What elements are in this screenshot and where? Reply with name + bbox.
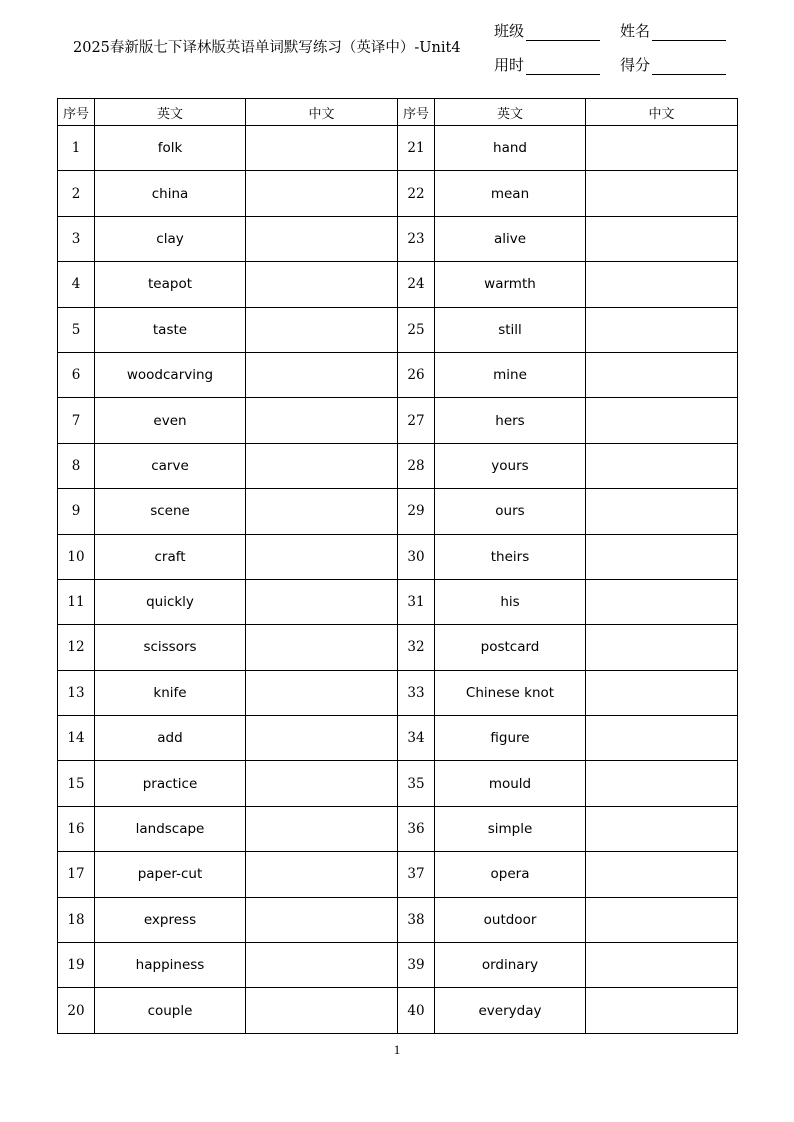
english-word-cell: theirs (435, 534, 586, 579)
table-row (58, 806, 738, 851)
english-word-cell: opera (435, 852, 586, 897)
english-word-cell: everyday (435, 988, 586, 1033)
number-cell: 13 (58, 670, 95, 715)
english-word-cell: yours (435, 443, 586, 488)
number-cell: 33 (398, 670, 435, 715)
number-cell: 1 (58, 126, 95, 171)
number-cell: 29 (398, 489, 435, 534)
number-cell: 4 (58, 262, 95, 307)
number-cell: 9 (58, 489, 95, 534)
chinese-answer-cell[interactable] (586, 761, 738, 806)
chinese-answer-cell[interactable] (246, 489, 398, 534)
table-row (58, 670, 738, 715)
chinese-answer-cell[interactable] (246, 171, 398, 216)
chinese-answer-cell[interactable] (586, 852, 738, 897)
chinese-answer-cell[interactable] (246, 761, 398, 806)
english-word-cell: folk (95, 126, 246, 171)
chinese-answer-cell[interactable] (586, 943, 738, 988)
time-blank[interactable] (526, 60, 600, 75)
english-word-cell: knife (95, 670, 246, 715)
english-word-cell: ours (435, 489, 586, 534)
chinese-answer-cell[interactable] (586, 897, 738, 942)
class-label: 班级 (494, 22, 525, 40)
english-word-cell: ordinary (435, 943, 586, 988)
chinese-answer-cell[interactable] (586, 216, 738, 261)
chinese-answer-cell[interactable] (246, 443, 398, 488)
chinese-answer-cell[interactable] (586, 534, 738, 579)
table-row (58, 216, 738, 261)
english-word-cell: china (95, 171, 246, 216)
chinese-answer-cell[interactable] (586, 988, 738, 1033)
number-cell: 5 (58, 307, 95, 352)
number-cell: 27 (398, 398, 435, 443)
english-word-cell: carve (95, 443, 246, 488)
english-word-cell: woodcarving (95, 352, 246, 397)
chinese-answer-cell[interactable] (586, 171, 738, 216)
header-english-left: 英文 (95, 99, 246, 126)
header-number-right: 序号 (398, 99, 435, 126)
english-word-cell: his (435, 579, 586, 624)
number-cell: 22 (398, 171, 435, 216)
english-word-cell: still (435, 307, 586, 352)
number-cell: 32 (398, 625, 435, 670)
english-word-cell: outdoor (435, 897, 586, 942)
table-row (58, 988, 738, 1033)
time-field[interactable] (494, 54, 600, 75)
english-word-cell: practice (95, 761, 246, 806)
english-word-cell: taste (95, 307, 246, 352)
table-row (58, 716, 738, 761)
name-label: 姓名 (620, 22, 651, 40)
number-cell: 40 (398, 988, 435, 1033)
table-row (58, 761, 738, 806)
chinese-answer-cell[interactable] (246, 670, 398, 715)
table-row (58, 897, 738, 942)
header-chinese-left: 中文 (246, 99, 398, 126)
number-cell: 8 (58, 443, 95, 488)
chinese-answer-cell[interactable] (246, 398, 398, 443)
number-cell: 3 (58, 216, 95, 261)
header-number-left: 序号 (58, 99, 95, 126)
english-word-cell: clay (95, 216, 246, 261)
chinese-answer-cell[interactable] (246, 352, 398, 397)
name-field[interactable] (620, 20, 726, 41)
number-cell: 21 (398, 126, 435, 171)
chinese-answer-cell[interactable] (246, 897, 398, 942)
english-word-cell: teapot (95, 262, 246, 307)
chinese-answer-cell[interactable] (586, 126, 738, 171)
number-cell: 12 (58, 625, 95, 670)
chinese-answer-cell[interactable] (586, 352, 738, 397)
number-cell: 15 (58, 761, 95, 806)
english-word-cell: express (95, 897, 246, 942)
chinese-answer-cell[interactable] (586, 716, 738, 761)
table-row (58, 262, 738, 307)
number-cell: 34 (398, 716, 435, 761)
english-word-cell: craft (95, 534, 246, 579)
chinese-answer-cell[interactable] (246, 126, 398, 171)
table-row (58, 352, 738, 397)
number-cell: 26 (398, 352, 435, 397)
table-row (58, 126, 738, 171)
chinese-answer-cell[interactable] (586, 625, 738, 670)
chinese-answer-cell[interactable] (246, 216, 398, 261)
number-cell: 16 (58, 806, 95, 851)
number-cell: 39 (398, 943, 435, 988)
english-word-cell: scissors (95, 625, 246, 670)
table-row (58, 489, 738, 534)
english-word-cell: postcard (435, 625, 586, 670)
score-label: 得分 (620, 56, 651, 74)
chinese-answer-cell[interactable] (586, 262, 738, 307)
number-cell: 11 (58, 579, 95, 624)
number-cell: 24 (398, 262, 435, 307)
score-blank[interactable] (652, 60, 726, 75)
number-cell: 6 (58, 352, 95, 397)
chinese-answer-cell[interactable] (246, 988, 398, 1033)
chinese-answer-cell[interactable] (246, 262, 398, 307)
english-word-cell: scene (95, 489, 246, 534)
table-row (58, 579, 738, 624)
english-word-cell: simple (435, 806, 586, 851)
chinese-answer-cell[interactable] (246, 307, 398, 352)
table-row (58, 171, 738, 216)
chinese-answer-cell[interactable] (586, 579, 738, 624)
number-cell: 35 (398, 761, 435, 806)
english-word-cell: mean (435, 171, 586, 216)
english-word-cell: landscape (95, 806, 246, 851)
number-cell: 18 (58, 897, 95, 942)
number-cell: 17 (58, 852, 95, 897)
chinese-answer-cell[interactable] (246, 579, 398, 624)
english-word-cell: even (95, 398, 246, 443)
table-row (58, 443, 738, 488)
chinese-answer-cell[interactable] (586, 489, 738, 534)
chinese-answer-cell[interactable] (246, 852, 398, 897)
header-english-right: 英文 (435, 99, 586, 126)
table-row (58, 398, 738, 443)
class-field[interactable] (494, 20, 600, 41)
number-cell: 23 (398, 216, 435, 261)
chinese-answer-cell[interactable] (586, 443, 738, 488)
header-chinese-right: 中文 (586, 99, 738, 126)
number-cell: 2 (58, 171, 95, 216)
table-row (58, 307, 738, 352)
number-cell: 19 (58, 943, 95, 988)
english-word-cell: Chinese knot (435, 670, 586, 715)
english-word-cell: hand (435, 126, 586, 171)
number-cell: 7 (58, 398, 95, 443)
english-word-cell: happiness (95, 943, 246, 988)
english-word-cell: figure (435, 716, 586, 761)
english-word-cell: warmth (435, 262, 586, 307)
class-blank[interactable] (526, 26, 600, 41)
english-word-cell: mould (435, 761, 586, 806)
number-cell: 30 (398, 534, 435, 579)
chinese-answer-cell[interactable] (246, 625, 398, 670)
english-word-cell: quickly (95, 579, 246, 624)
english-word-cell: hers (435, 398, 586, 443)
number-cell: 28 (398, 443, 435, 488)
number-cell: 14 (58, 716, 95, 761)
chinese-answer-cell[interactable] (586, 806, 738, 851)
chinese-answer-cell[interactable] (586, 307, 738, 352)
english-word-cell: add (95, 716, 246, 761)
table-row (58, 943, 738, 988)
english-word-cell: paper-cut (95, 852, 246, 897)
table-row (58, 852, 738, 897)
chinese-answer-cell[interactable] (586, 670, 738, 715)
table-row (58, 625, 738, 670)
score-field[interactable] (620, 54, 726, 75)
chinese-answer-cell[interactable] (246, 806, 398, 851)
english-word-cell: mine (435, 352, 586, 397)
table-header-row (58, 99, 738, 126)
english-word-cell: alive (435, 216, 586, 261)
table-row (58, 534, 738, 579)
chinese-answer-cell[interactable] (586, 398, 738, 443)
number-cell: 25 (398, 307, 435, 352)
vocabulary-table (57, 98, 738, 1034)
number-cell: 20 (58, 988, 95, 1033)
time-label: 用时 (494, 56, 525, 74)
number-cell: 38 (398, 897, 435, 942)
page-title: 2025春新版七下译林版英语单词默写练习（英译中）-Unit4 (73, 40, 461, 56)
chinese-answer-cell[interactable] (246, 943, 398, 988)
page-number: 1 (393, 1042, 401, 1057)
chinese-answer-cell[interactable] (246, 716, 398, 761)
name-blank[interactable] (652, 26, 726, 41)
number-cell: 31 (398, 579, 435, 624)
english-word-cell: couple (95, 988, 246, 1033)
number-cell: 10 (58, 534, 95, 579)
number-cell: 36 (398, 806, 435, 851)
number-cell: 37 (398, 852, 435, 897)
chinese-answer-cell[interactable] (246, 534, 398, 579)
